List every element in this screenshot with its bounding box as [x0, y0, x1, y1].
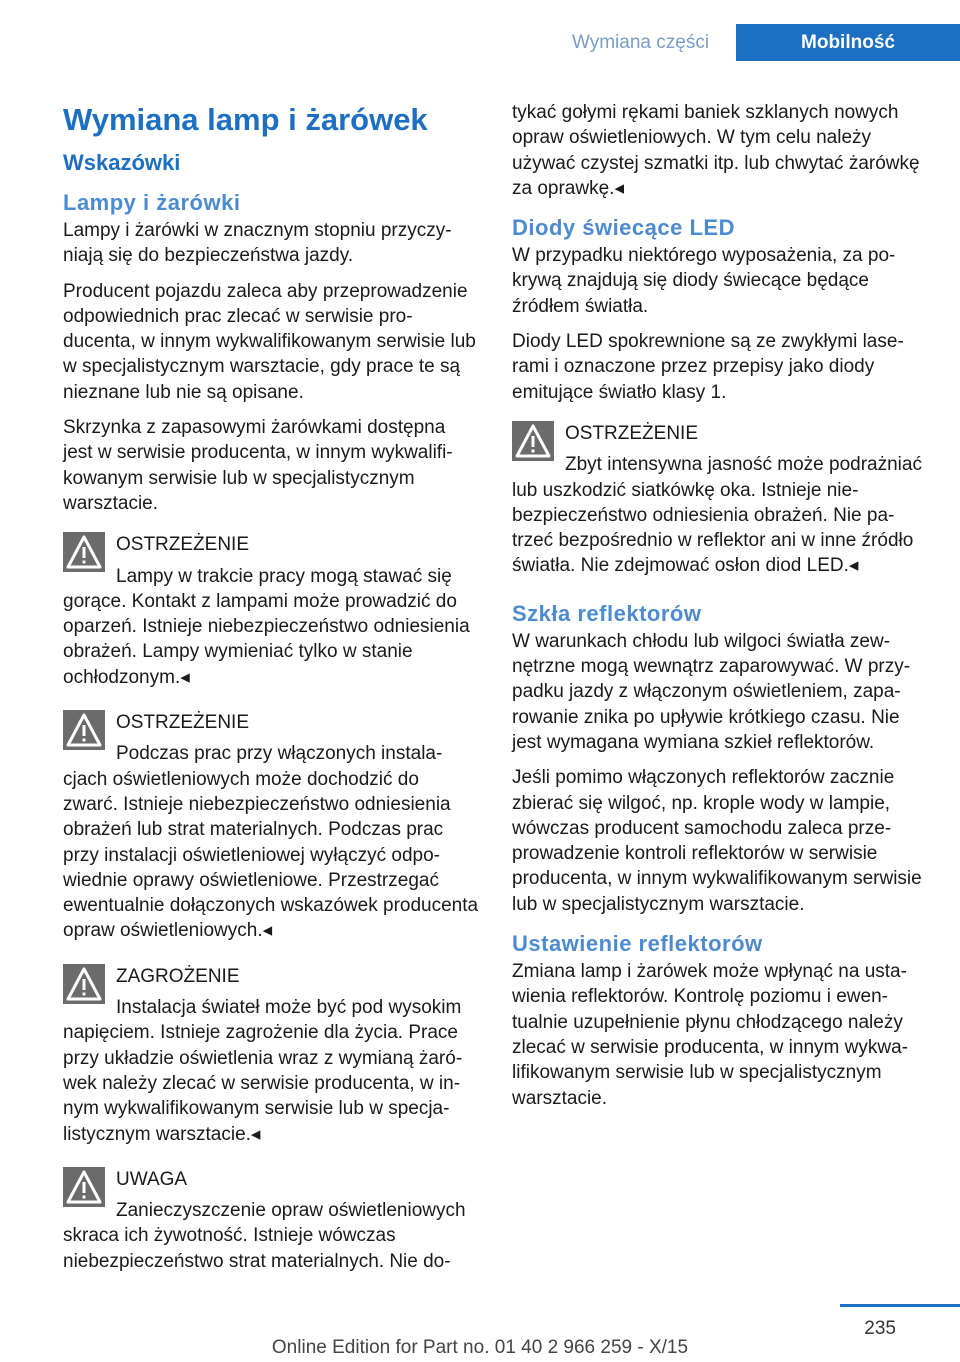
heading-headlight-glass: Szkła reflektorów	[512, 600, 702, 626]
warning-title: OSTRZEŻENIE	[565, 422, 699, 444]
paragraph: W przypadku niektórego wyposażenia, za pokrywą znajdują się diody świecące będące źródłem światła.	[512, 245, 896, 317]
paragraph: Lampy i żarówki w znacznym stopniu przyczyniają się do bezpieczeństwa jazdy.	[63, 220, 452, 267]
header-section-title: Wymiana części	[571, 32, 710, 53]
paragraph: Skrzynka z zapasowymi żarówkami dostępna jest w serwisie producenta, w innym wykwalifikowanym serwisie lub w specjalistycznym warsztacie.	[63, 417, 453, 514]
danger-title: ZAGROŻENIE	[116, 965, 240, 987]
caution-title: UWAGA	[116, 1168, 188, 1190]
warning-block	[512, 421, 928, 579]
page-number: 235	[864, 1318, 896, 1339]
header-chapter-tab: Mobilność	[736, 24, 960, 61]
danger-text: Instalacja świateł może być pod wysokim napięciem. Istnieje zagrożenie dla życia. Prace przy układzie oświetlenia wraz z wymianą żarówek należy zlecać w serwisie producenta, w innym wykwalifikowanym serwisie lub w specjalistycznym warsztacie.◂	[63, 997, 463, 1145]
warning-title: OSTRZEŻENIE	[116, 712, 250, 734]
paragraph: Producent pojazdu zaleca aby przeprowadzenie odpowiednich prac zlecać w serwisie producenta, w innym wykwalifikowanym serwisie lub w specjalistycznym warsztacie, gdy prace te są nieznane lub nie są opisane.	[63, 280, 476, 403]
warning-text: Lampy w trakcie pracy mogą stawać się gorące. Kontakt z lampami może prowadzić do oparzeń. Istnieje niebezpieczeństwo odniesienia obrażeń. Lampy wymieniać tylko w stanie ochłodzonym.◂	[63, 565, 470, 688]
heading-lamps-bulbs: Lampy i żarówki	[63, 190, 241, 215]
warning-triangle-icon	[63, 964, 105, 1004]
paragraph-continuation: tykać gołymi rękami baniek szklanych nowych opraw oświetleniowych. W tym celu należy używać czystej szmatki itp. lub chwytać żarówkę za oprawkę.◂	[512, 102, 920, 199]
heading-led: Diody świecące LED	[512, 215, 735, 241]
warning-title: OSTRZEŻENIE	[116, 534, 250, 556]
caution-block	[63, 1167, 479, 1274]
left-column	[63, 100, 479, 1294]
warning-triangle-icon	[512, 421, 554, 461]
page-title: Wymiana lamp i żarówek	[63, 102, 428, 137]
page-header	[0, 24, 960, 61]
edition-footer: Online Edition for Part no. 01 40 2 966 259 - X/15	[271, 1337, 689, 1358]
warning-text: Zbyt intensywna jasność może podrażniać lub uszkodzić siatkówkę oka. Istnieje niebezpieczeństwo odniesienia obrażeń. Nie patrzeć bezpośrednio w reflektor ani w inne źródło światła. Nie zdejmować osłon diod LED.◂	[512, 454, 922, 577]
paragraph: Jeśli pomimo włączonych reflektorów zacznie zbierać się wilgoć, np. krople wody w lampie, wówczas producent samochodu zaleca przeprowadzenie kontroli reflektorów w serwisie producenta, w innym wykwalifikowanym serwisie lub w specjalistycznym warsztacie.	[512, 767, 922, 915]
warning-block	[63, 710, 479, 944]
heading-headlight-adjustment: Ustawienie reflektorów	[512, 931, 763, 957]
warning-triangle-icon	[63, 710, 105, 750]
footer-accent-line	[840, 1304, 960, 1307]
paragraph: Diody LED spokrewnione są ze zwykłymi laserami i oznaczone przez przepisy jako diody emitujące światło klasy 1.	[512, 331, 904, 403]
warning-triangle-icon	[63, 532, 105, 572]
caution-text: Zanieczyszczenie opraw oświetleniowych skraca ich żywotność. Istnieje wówczas niebezpieczeństwo strat materialnych. Nie do-	[63, 1200, 466, 1272]
warning-block	[63, 532, 479, 690]
warning-triangle-icon	[63, 1167, 105, 1207]
warning-text: Podczas prac przy włączonych instalacjach oświetleniowych może dochodzić do zwarć. Istnieje niebezpieczeństwo odniesienia obrażeń lub strat materialnych. Podczas prac przy instalacji oświetleniowej wyłączyć odpowiednie oprawy oświetleniowe. Przestrzegać ewentualnie dołączonych wskazówek producenta opraw oświetleniowych.◂	[63, 743, 479, 942]
right-column	[512, 100, 928, 1121]
paragraph: Zmiana lamp i żarówek może wpłynąć na ustawienia reflektorów. Kontrolę poziomu i ewentualnie uzupełnienie płynu chłodzącego należy zlecać w serwisie producenta, w innym wykwalifikowanym serwisie lub w specjalistycznym warsztacie.	[512, 961, 908, 1109]
danger-block	[63, 964, 479, 1147]
paragraph: W warunkach chłodu lub wilgoci światła zewnętrzne mogą wewnątrz zaparowywać. W przypadku jazdy z włączonym oświetleniem, zaparowanie znika po upływie krótkiego czasu. Nie jest wymagana wymiana szkieł reflektorów.	[512, 630, 911, 753]
section-subtitle: Wskazówki	[63, 150, 181, 175]
